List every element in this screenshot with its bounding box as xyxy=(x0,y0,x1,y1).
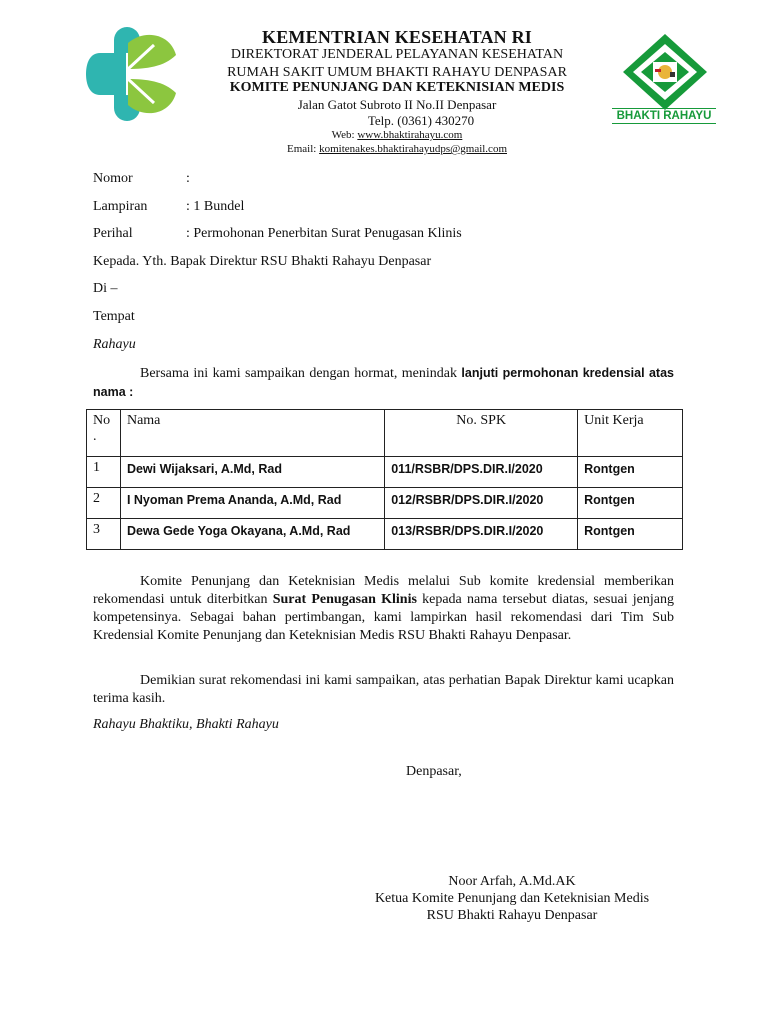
recipient-place: Tempat xyxy=(93,309,135,324)
body-paragraph-2: Demikian surat rekomendasi ini kami sampaikan, atas perhatian Bapak Direktur kami ucapkan terima kasih. xyxy=(93,673,674,706)
row-nama: Dewi Wijaksari, A.Md, Rad xyxy=(120,457,384,488)
row-unit: Rontgen xyxy=(578,519,683,550)
header-unit: Unit Kerja xyxy=(578,410,683,457)
email-link[interactable]: komitenakes.bhaktirahayudps@gmail.com xyxy=(319,143,507,155)
row-nama: Dewa Gede Yoga Okayana, A.Md, Rad xyxy=(120,519,384,550)
greeting: Rahayu xyxy=(93,337,136,352)
hospital-name: RUMAH SAKIT UMUM BHAKTI RAHAYU DENPASAR xyxy=(227,65,567,80)
row-unit: Rontgen xyxy=(578,488,683,519)
row-spk: 012/RSBR/DPS.DIR.I/2020 xyxy=(385,488,578,519)
closing-motto: Rahayu Bhaktiku, Bhakti Rahayu xyxy=(93,717,279,732)
table-row xyxy=(87,488,683,519)
ministry-title: KEMENTRIAN KESEHATAN RI xyxy=(262,27,532,47)
p1-text-a: Komite Penunjang dan Keteknisian Medis melalui Sub komite kredensial memberikan rekomendasi untuk diterbitkan xyxy=(93,574,674,607)
signature-title: Ketua Komite Penunjang dan Keteknisian Medis xyxy=(374,891,650,906)
committee-name: KOMITE PENUNJANG DAN KETEKNISIAN MEDIS xyxy=(229,80,565,95)
row-no: 1 xyxy=(87,457,121,488)
website-label: Web: xyxy=(331,129,358,141)
bhakti-rahayu-logo-text: BHAKTI RAHAYU xyxy=(612,108,716,124)
intro-text-2: lanjuti permohonan kredensial atas nama : xyxy=(93,366,674,399)
website-link[interactable]: www.bhaktirahayu.com xyxy=(357,129,463,141)
signature-org: RSU Bhakti Rahayu Denpasar xyxy=(426,908,598,923)
credential-table xyxy=(86,409,683,550)
intro-paragraph xyxy=(93,364,674,402)
perihal-value: : Permohonan Penerbitan Surat Penugasan Klinis xyxy=(186,226,462,241)
directorate-name: DIREKTORAT JENDERAL PELAYANAN KESEHATAN xyxy=(230,47,564,62)
phone: Telp. (0361) 430270 xyxy=(367,113,475,128)
table-row xyxy=(87,519,683,550)
row-no: 3 xyxy=(87,519,121,550)
email-label: Email: xyxy=(287,143,320,155)
email-line xyxy=(200,143,594,155)
recipient: Kepada. Yth. Bapak Direktur RSU Bhakti Rahayu Denpasar xyxy=(93,254,432,269)
header-nama: Nama xyxy=(120,410,384,457)
recipient-di: Di – xyxy=(93,281,118,296)
header-no: No . xyxy=(87,410,121,457)
row-spk: 011/RSBR/DPS.DIR.I/2020 xyxy=(385,457,578,488)
nomor-label: Nomor xyxy=(93,171,133,186)
lampiran-value: : 1 Bundel xyxy=(186,199,245,214)
signature-name: Noor Arfah, A.Md.AK xyxy=(448,874,576,889)
body-paragraph-1 xyxy=(93,573,674,645)
header-spk: No. SPK xyxy=(385,410,578,457)
nomor-value: : xyxy=(186,171,190,186)
perihal-label: Perihal xyxy=(93,226,133,241)
row-unit: Rontgen xyxy=(578,457,683,488)
intro-text-1: Bersama ini kami sampaikan dengan hormat, menindak xyxy=(140,366,462,381)
signature-place: Denpasar, xyxy=(406,764,462,779)
lampiran-label: Lampiran xyxy=(93,199,148,214)
row-nama: I Nyoman Prema Ananda, A.Md, Rad xyxy=(120,488,384,519)
p1-text-bold: Surat Penugasan Klinis xyxy=(272,592,417,607)
table-header-row xyxy=(87,410,683,457)
kemenkes-logo xyxy=(84,25,182,123)
table-row xyxy=(87,457,683,488)
address: Jalan Gatot Subroto II No.II Denpasar xyxy=(297,97,497,112)
row-spk: 013/RSBR/DPS.DIR.I/2020 xyxy=(385,519,578,550)
website-line xyxy=(200,129,594,141)
p1-text-c: kepada nama tersebut diatas, sesuai jenjang kompetensinya. Sebagai bahan pertimbangan, kami lampirkan hasil rekomendasi dari Tim Sub Kredensial Komite Penunjang dan Keteknisian Medis RSU Bhakti Rahayu Denpasar. xyxy=(93,592,674,643)
row-no: 2 xyxy=(87,488,121,519)
